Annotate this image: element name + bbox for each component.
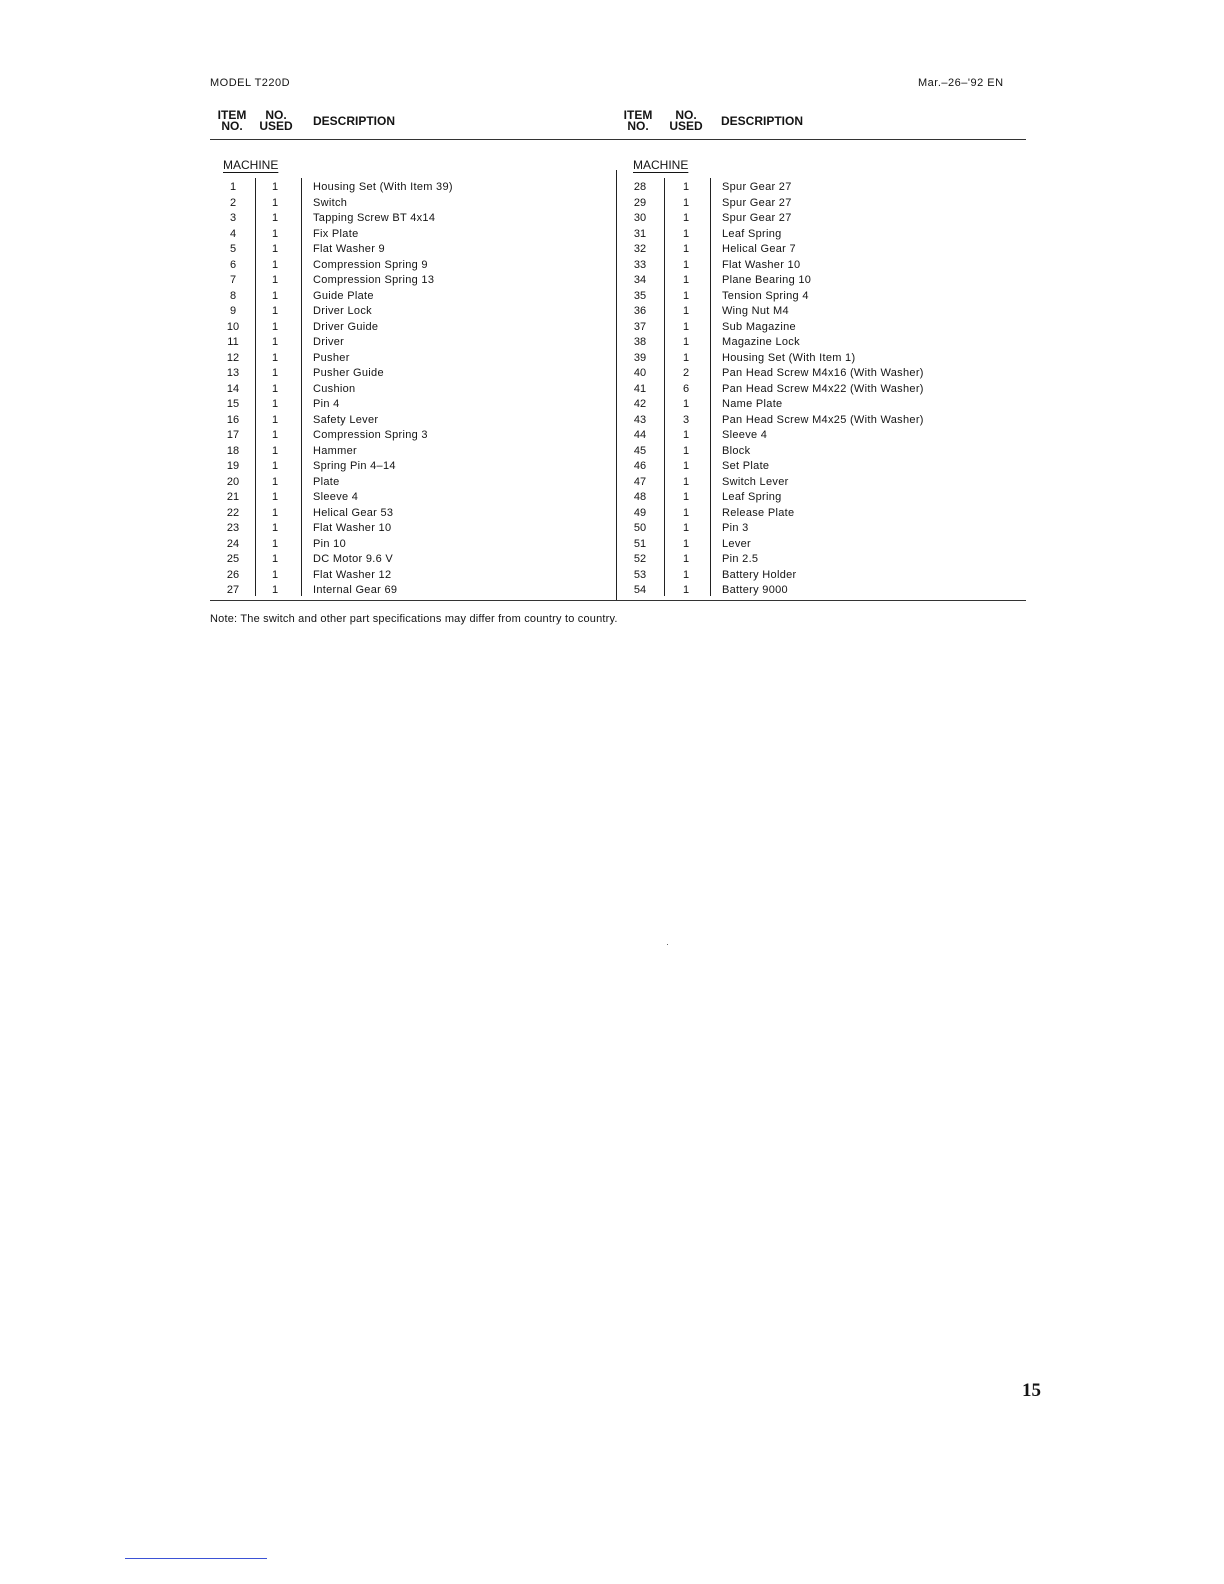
item-no-cell: 53: [633, 568, 647, 581]
table-row: [616, 552, 1026, 567]
no-used-cell: 1: [682, 320, 690, 333]
table-row: [616, 537, 1026, 552]
item-no-cell: 23: [226, 522, 240, 534]
no-used-cell: 1: [271, 274, 279, 286]
item-no-cell: 3: [229, 212, 237, 224]
no-used-cell: 3: [682, 413, 690, 426]
table-row: [616, 506, 1026, 521]
item-no-cell: 9: [229, 305, 237, 317]
description-cell: Driver: [313, 336, 345, 348]
item-no-cell: 16: [226, 413, 240, 426]
item-no-cell: 25: [226, 553, 240, 565]
description-cell: Spring Pin 4–14: [313, 460, 396, 472]
no-used-cell: 1: [271, 243, 279, 255]
description-cell: Switch: [313, 196, 348, 209]
description-cell: Helical Gear 7: [722, 243, 796, 255]
item-no-cell: 40: [633, 367, 647, 379]
item-no-cell: 19: [226, 460, 240, 472]
description-cell: Block: [722, 444, 751, 457]
no-used-cell: 1: [682, 258, 690, 271]
table-row: [210, 521, 616, 536]
table-row: [616, 258, 1026, 273]
item-no-cell: 4: [229, 227, 237, 240]
description-cell: Spur Gear 27: [722, 212, 792, 224]
description-cell: Cushion: [313, 382, 356, 395]
table-row: [210, 506, 616, 521]
description-cell: Driver Guide: [313, 320, 379, 333]
table-row: [210, 211, 616, 226]
table-row: [616, 335, 1026, 350]
no-used-cell: 1: [271, 584, 279, 596]
item-no-cell: 15: [226, 398, 240, 410]
item-no-cell: 1: [229, 181, 237, 193]
item-no-cell: 52: [633, 553, 647, 565]
table-row: [210, 258, 616, 273]
no-used-cell: 1: [682, 537, 690, 550]
item-no-cell: 21: [226, 491, 240, 503]
no-used-cell: 1: [682, 336, 690, 348]
description-cell: Lever: [722, 537, 752, 550]
item-no-cell: 6: [229, 258, 237, 271]
no-used-cell: 1: [271, 553, 279, 565]
no-used-cell: 1: [271, 537, 279, 550]
table-row: [210, 475, 616, 490]
no-used-cell: 1: [682, 460, 690, 472]
item-no-cell: 45: [633, 444, 647, 457]
description-cell: Spur Gear 27: [722, 181, 792, 193]
section-title: MACHINE: [633, 158, 689, 172]
item-no-cell: 41: [633, 382, 647, 395]
description-cell: Release Plate: [722, 506, 795, 519]
table-row: [210, 413, 616, 428]
table-row: [210, 459, 616, 474]
description-cell: Pin 4: [313, 398, 340, 410]
table-row: [616, 366, 1026, 381]
col-header-no-used: NO. USED: [259, 108, 293, 133]
no-used-cell: 1: [271, 429, 279, 441]
table-row: [616, 444, 1026, 459]
table-row: [210, 289, 616, 304]
no-used-cell: 1: [682, 212, 690, 224]
description-cell: Switch Lever: [722, 475, 789, 488]
table-row: [616, 351, 1026, 366]
no-used-cell: 1: [271, 351, 279, 364]
no-used-cell: 1: [271, 413, 279, 426]
description-cell: Guide Plate: [313, 289, 374, 302]
item-no-cell: 42: [633, 398, 647, 410]
table-row: [210, 351, 616, 366]
item-no-cell: 39: [633, 351, 647, 364]
no-used-cell: 2: [682, 367, 690, 379]
item-no-cell: 20: [226, 475, 240, 488]
item-no-cell: 5: [229, 243, 237, 255]
item-no-cell: 7: [229, 274, 237, 286]
description-cell: Flat Washer 10: [313, 522, 392, 534]
table-row: [210, 320, 616, 335]
table-row: [210, 444, 616, 459]
item-no-cell: 50: [633, 522, 647, 534]
col-header-item-no: ITEM NO.: [623, 108, 653, 133]
item-no-cell: 13: [226, 367, 240, 379]
item-no-cell: 48: [633, 491, 647, 503]
description-cell: Leaf Spring: [722, 491, 782, 503]
no-used-cell: 1: [271, 491, 279, 503]
no-used-cell: 1: [682, 444, 690, 457]
date-code: Mar.–26–'92 EN: [918, 77, 1004, 89]
description-cell: Pin 2.5: [722, 553, 759, 565]
description-cell: Flat Washer 12: [313, 568, 392, 581]
description-cell: Plane Bearing 10: [722, 274, 812, 286]
item-no-cell: 28: [633, 181, 647, 193]
description-cell: Sleeve 4: [722, 429, 768, 441]
table-row: [616, 180, 1026, 195]
no-used-cell: 1: [682, 475, 690, 488]
table-row: [616, 521, 1026, 536]
item-no-cell: 34: [633, 274, 647, 286]
no-used-cell: 1: [271, 568, 279, 581]
col-header-description: DESCRIPTION: [313, 114, 396, 128]
item-no-cell: 18: [226, 444, 240, 457]
description-cell: Pan Head Screw M4x16 (With Washer): [722, 367, 924, 379]
item-no-cell: 49: [633, 506, 647, 519]
description-cell: Tension Spring 4: [722, 289, 809, 302]
no-used-cell: 1: [682, 289, 690, 302]
table-row: [616, 475, 1026, 490]
table-row: [210, 242, 616, 257]
description-cell: Pin 10: [313, 537, 346, 550]
table-row: [616, 413, 1026, 428]
no-used-cell: 1: [682, 243, 690, 255]
table-row: [616, 304, 1026, 319]
scan-speck: [667, 944, 668, 945]
col-header-description: DESCRIPTION: [721, 114, 804, 128]
description-cell: Leaf Spring: [722, 227, 782, 240]
col-header-item-no: ITEM NO.: [217, 108, 247, 133]
description-cell: Compression Spring 9: [313, 258, 428, 271]
description-cell: DC Motor 9.6 V: [313, 553, 394, 565]
table-row: [616, 428, 1026, 443]
table-row: [616, 397, 1026, 412]
table-row: [210, 304, 616, 319]
item-no-cell: 33: [633, 258, 647, 271]
description-cell: Set Plate: [722, 460, 770, 472]
no-used-cell: 1: [271, 258, 279, 271]
no-used-cell: 1: [271, 475, 279, 488]
no-used-cell: 1: [271, 460, 279, 472]
no-used-cell: 1: [682, 274, 690, 286]
table-row: [210, 196, 616, 211]
no-used-cell: 1: [682, 227, 690, 240]
no-used-cell: 1: [271, 522, 279, 534]
item-no-cell: 22: [226, 506, 240, 519]
no-used-cell: 1: [271, 212, 279, 224]
item-no-cell: 29: [633, 196, 647, 209]
table-row: [616, 382, 1026, 397]
section-title: MACHINE: [223, 158, 279, 172]
description-cell: Compression Spring 13: [313, 274, 435, 286]
no-used-cell: 1: [271, 367, 279, 379]
item-no-cell: 54: [633, 584, 647, 596]
col-header-no-used: NO. USED: [669, 108, 703, 133]
description-cell: Housing Set (With Item 39): [313, 181, 453, 193]
description-cell: Compression Spring 3: [313, 429, 428, 441]
table-row: [210, 273, 616, 288]
item-no-cell: 44: [633, 429, 647, 441]
item-no-cell: 35: [633, 289, 647, 302]
item-no-cell: 8: [229, 289, 237, 302]
description-cell: Helical Gear 53: [313, 506, 394, 519]
no-used-cell: 1: [271, 305, 279, 317]
item-no-cell: 30: [633, 212, 647, 224]
no-used-cell: 1: [682, 491, 690, 503]
no-used-cell: 1: [271, 382, 279, 395]
item-no-cell: 26: [226, 568, 240, 581]
description-cell: Sleeve 4: [313, 491, 359, 503]
no-used-cell: 1: [682, 506, 690, 519]
no-used-cell: 1: [271, 289, 279, 302]
description-cell: Pin 3: [722, 522, 749, 534]
item-no-cell: 11: [227, 336, 239, 348]
description-cell: Name Plate: [722, 398, 783, 410]
table-row: [210, 583, 616, 598]
table-row: [210, 382, 616, 397]
table-row: [210, 568, 616, 583]
page-number: 15: [1022, 1380, 1041, 1401]
no-used-cell: 1: [271, 506, 279, 519]
description-cell: Pan Head Screw M4x22 (With Washer): [722, 382, 924, 395]
bottom-rule: [125, 1558, 267, 1559]
table-row: [616, 196, 1026, 211]
table-row: [616, 227, 1026, 242]
no-used-cell: 1: [682, 305, 690, 317]
description-cell: Battery Holder: [722, 568, 797, 581]
description-cell: Magazine Lock: [722, 336, 800, 348]
table-row: [616, 273, 1026, 288]
description-cell: Sub Magazine: [722, 320, 796, 333]
table-row: [210, 335, 616, 350]
item-no-cell: 2: [229, 196, 237, 209]
item-no-cell: 17: [226, 429, 240, 441]
description-cell: Internal Gear 69: [313, 584, 398, 596]
item-no-cell: 47: [633, 475, 647, 488]
table-row: [616, 459, 1026, 474]
description-cell: Hammer: [313, 444, 357, 457]
table-row: [616, 568, 1026, 583]
item-no-cell: 10: [226, 320, 240, 333]
item-no-cell: 51: [633, 537, 647, 550]
table-row: [616, 242, 1026, 257]
no-used-cell: 1: [682, 181, 690, 193]
table-row: [616, 583, 1026, 598]
table-row: [210, 537, 616, 552]
item-no-cell: 43: [633, 413, 647, 426]
item-no-cell: 38: [633, 336, 647, 348]
item-no-cell: 32: [633, 243, 647, 255]
description-cell: Pusher Guide: [313, 367, 384, 379]
item-no-cell: 46: [633, 460, 647, 472]
description-cell: Pusher: [313, 351, 350, 364]
table-row: [616, 490, 1026, 505]
no-used-cell: 1: [271, 398, 279, 410]
no-used-cell: 1: [271, 196, 279, 209]
item-no-cell: 36: [633, 305, 647, 317]
description-cell: Driver Lock: [313, 305, 372, 317]
table-row: [616, 289, 1026, 304]
table-row: [210, 490, 616, 505]
no-used-cell: 1: [271, 227, 279, 240]
description-cell: Spur Gear 27: [722, 196, 792, 209]
item-no-cell: 27: [226, 584, 240, 596]
description-cell: Pan Head Screw M4x25 (With Washer): [722, 413, 924, 426]
model-header: MODEL T220D: [210, 77, 291, 89]
description-cell: Tapping Screw BT 4x14: [313, 212, 436, 224]
description-cell: Safety Lever: [313, 413, 379, 426]
table-row: [210, 180, 616, 195]
table-row: [616, 320, 1026, 335]
no-used-cell: 6: [682, 382, 690, 395]
no-used-cell: 1: [682, 553, 690, 565]
item-no-cell: 37: [633, 320, 647, 333]
no-used-cell: 1: [682, 398, 690, 410]
no-used-cell: 1: [271, 444, 279, 457]
description-cell: Wing Nut M4: [722, 305, 789, 317]
description-cell: Housing Set (With Item 1): [722, 351, 856, 364]
no-used-cell: 1: [682, 196, 690, 209]
description-cell: Plate: [313, 475, 340, 488]
table-row: [210, 397, 616, 412]
no-used-cell: 1: [682, 351, 690, 364]
no-used-cell: 1: [271, 320, 279, 333]
description-cell: Fix Plate: [313, 227, 359, 240]
footnote: Note: The switch and other part specifications may differ from country to country.: [210, 613, 618, 625]
table-row: [210, 552, 616, 567]
table-row: [210, 366, 616, 381]
no-used-cell: 1: [682, 568, 690, 581]
description-cell: Battery 9000: [722, 584, 788, 596]
no-used-cell: 1: [682, 584, 690, 596]
item-no-cell: 31: [633, 227, 647, 240]
table-row: [616, 211, 1026, 226]
header-rule: [210, 139, 1026, 140]
table-row: [210, 428, 616, 443]
item-no-cell: 24: [226, 537, 240, 550]
no-used-cell: 1: [682, 522, 690, 534]
no-used-cell: 1: [682, 429, 690, 441]
table-bottom-rule: [210, 600, 1026, 601]
table-row: [210, 227, 616, 242]
no-used-cell: 1: [271, 181, 279, 193]
item-no-cell: 12: [226, 351, 240, 364]
description-cell: Flat Washer 9: [313, 243, 385, 255]
description-cell: Flat Washer 10: [722, 258, 801, 271]
item-no-cell: 14: [226, 382, 240, 395]
no-used-cell: 1: [271, 336, 279, 348]
